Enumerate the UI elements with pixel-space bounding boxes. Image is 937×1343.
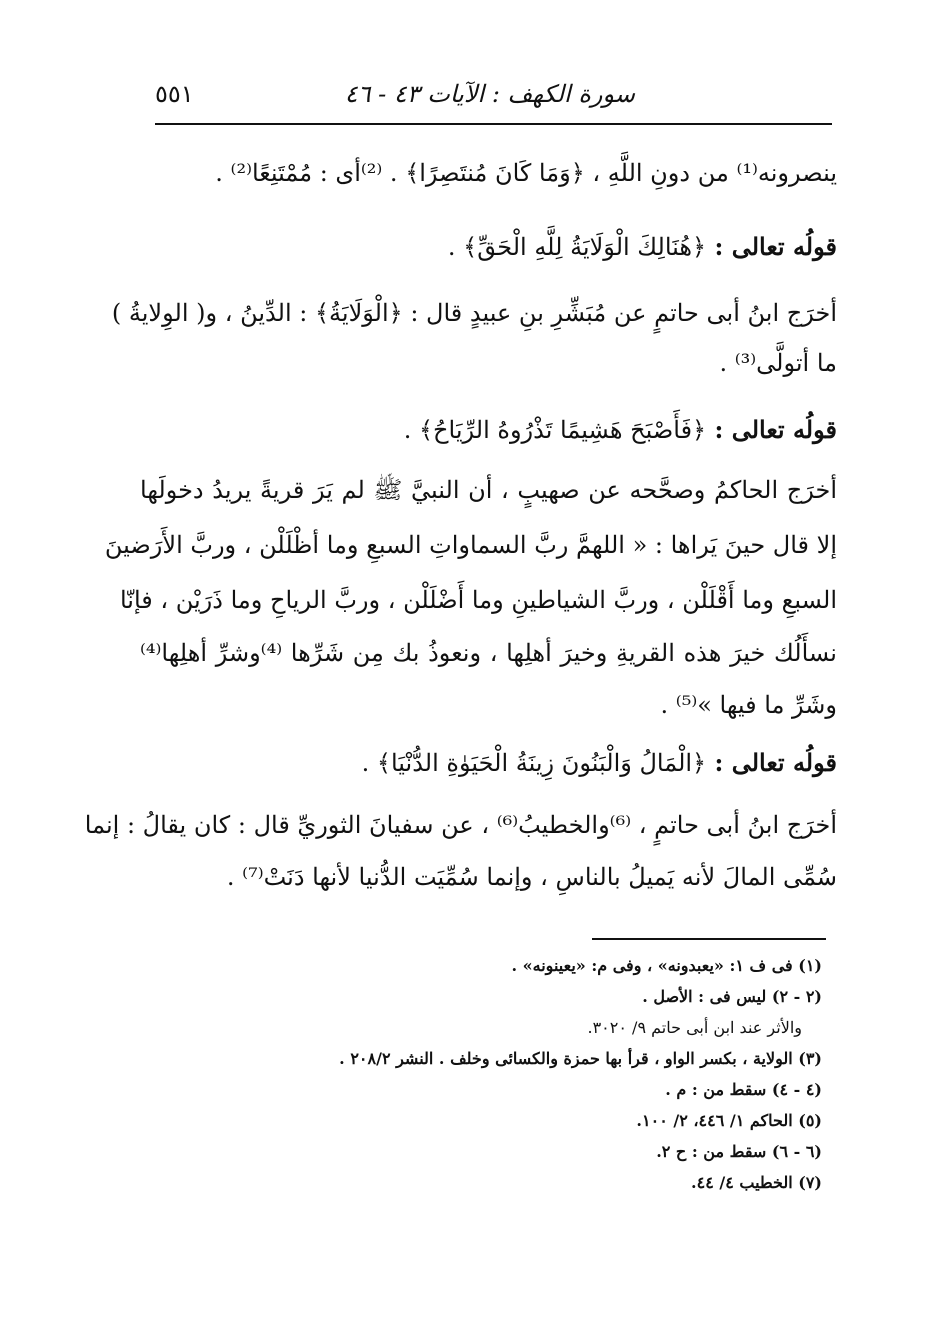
footnote: (٣) الولاية ، بكسر الواو ، قرأ بها حمزة والكسائى وخلف . النشر ٢٠٨/٢ . bbox=[339, 1049, 822, 1068]
text-line: أخرَج الحاكمُ وصحَّحه عن صهيبٍ ، أن النبيَّ ﷺ لم يَرَ قريةً يريدُ دخولَها bbox=[140, 476, 837, 504]
text-line: أخرَج ابنُ أبى حاتمٍ ، ⁽⁶⁾والخطيبُ⁽⁶⁾ ، عن سفيانَ الثوريِّ قال : كان يقالُ : إنما bbox=[84, 811, 837, 839]
quran-verse: ﴿الْمَالُ وَالْبَنُونَ زِينَةُ الْحَيَوٰةِ الدُّنْيَا﴾ . bbox=[361, 749, 707, 777]
text-line: وشَرِّ ما فيها »⁽⁵⁾ . bbox=[660, 691, 837, 719]
footnote: (٢ - ٢) ليس فى : الأصل . bbox=[642, 987, 822, 1006]
text-line: السبعِ وما أَقْلَلْن ، وربَّ الشياطينِ وما أَضْلَلْن ، وربَّ الرياحِ وما ذَرَيْن ، فإنّا bbox=[119, 586, 837, 614]
footnote: (٤ - ٤) سقط من : م . bbox=[665, 1080, 822, 1099]
running-title: سورة الكهف : الآيات ٤٣ - ٤٦ bbox=[344, 80, 635, 108]
quran-verse: ﴿هُنَالِكَ الْوَلَايَةُ لِلَّهِ الْحَقِّ﴾ . bbox=[447, 233, 707, 261]
text-line: أخرَج ابنُ أبى حاتمٍ عن مُبَشِّرِ بنِ عبيدٍ قال : ﴿الْوَلَايَةُ﴾ : الدِّينُ ، و( الوِلايةُ ) bbox=[111, 299, 837, 327]
text-line: نسأَلُك خيرَ هذه القريةِ وخيرَ أهلِها ، ونعوذُ بك مِن شَرِّها ⁽⁴⁾وشرِّ أهلِها⁽⁴⁾ bbox=[140, 639, 837, 667]
footnote: (٥) الحاكم ١/ ٤٤٦، ٢/ ١٠٠. bbox=[636, 1111, 822, 1130]
footnote: (١) فى ف ١: «يعبدونه» ، وفى م: «يعينونه» . bbox=[511, 956, 822, 975]
quran-verse: ﴿فَأَصْبَحَ هَشِيمًا تَذْرُوهُ الرِّيَاحُ﴾ . bbox=[403, 416, 707, 444]
text-line: ينصرونه⁽¹⁾ من دونِ اللَّهِ ، ﴿وَمَا كَانَ مُنتَصِرًا﴾ . ⁽²⁾أى : مُمْتَنِعًا⁽²⁾ . bbox=[215, 159, 837, 187]
heading-label: قولُه تعالى : bbox=[714, 415, 837, 444]
section-heading bbox=[140, 405, 837, 455]
page-number: ٥٥١ bbox=[155, 80, 194, 108]
heading-label: قولُه تعالى : bbox=[714, 232, 837, 261]
section-heading bbox=[140, 222, 837, 272]
page-header bbox=[155, 70, 830, 120]
text-line: إلا قال حينَ يَراها : « اللهمَّ ربَّ السماواتِ السبعِ وما أظْلَلْن ، وربَّ الأَرَضينَ bbox=[104, 531, 837, 559]
footnote-divider bbox=[592, 938, 826, 940]
footnote: والأثر عند ابن أبى حاتم ٩/ ٣٠٢٠. bbox=[587, 1018, 802, 1037]
heading-label: قولُه تعالى : bbox=[714, 748, 837, 777]
footnote: (٦ - ٦) سقط من : ح ٢. bbox=[656, 1142, 822, 1161]
text-line: ما أتولَّى⁽³⁾ . bbox=[719, 349, 837, 377]
header-divider bbox=[155, 123, 832, 125]
footnotes bbox=[222, 950, 822, 1198]
section-heading bbox=[140, 738, 837, 788]
text-line: سُمِّى المالَ لأنه يَميلُ بالناسِ ، وإنما سُمِّيَت الدُّنيا لأنها دَنَتْ⁽⁷⁾ . bbox=[226, 863, 837, 891]
footnote: (٧) الخطيب ٤/ ٤٤. bbox=[691, 1173, 822, 1192]
